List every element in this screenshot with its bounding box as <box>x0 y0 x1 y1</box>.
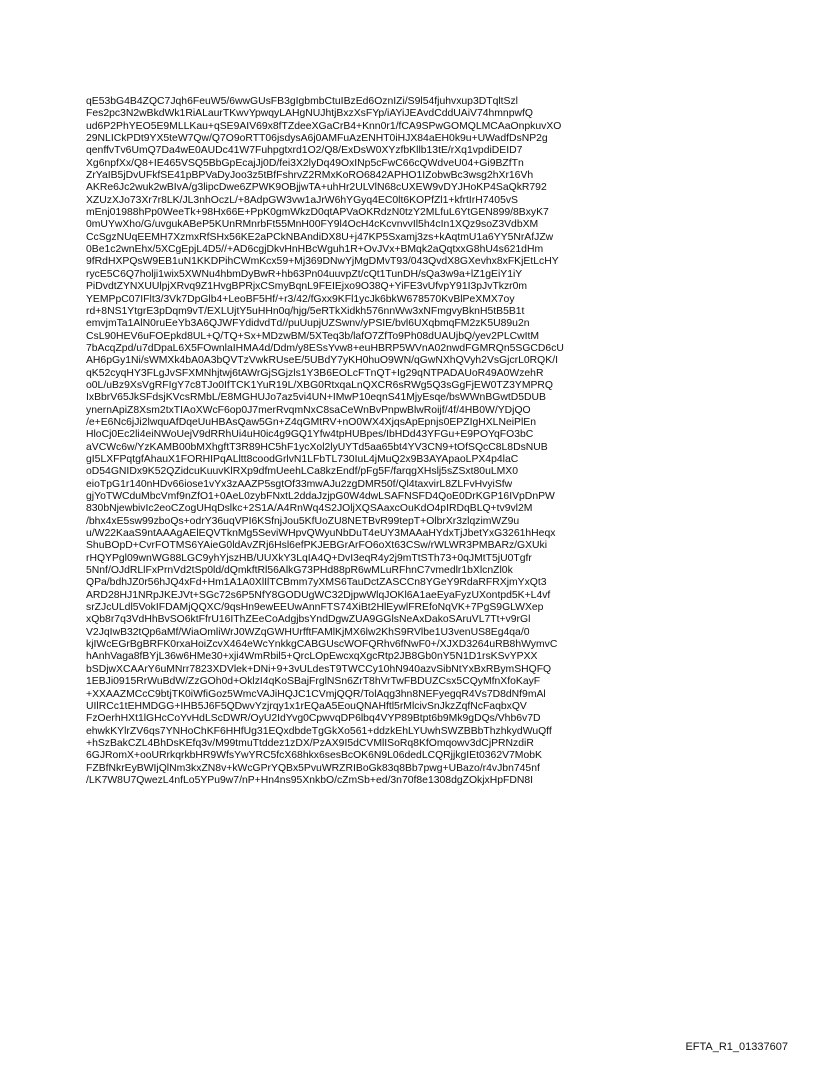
text-line: AKRe6Jc2wuk2wBIvA/g3lipcDwe6ZPWK9OBjjwTA+uhHr2ULVlN68cUXEW9vDYJHoKP4SaQkR792 <box>86 182 547 194</box>
text-line: ARD28HJ1NRpJKEJVt+SGc72s6P5NfY8GODUgWC32DjpwWlqJOKl6A1aeEyaFyzUXontpd5K+L4vf <box>86 589 551 601</box>
text-line: ZrYaIB5jDvUFkfSE41pBPVaDyJoo3z5tBfFshrvZ2RMxKoRO6842APHO1IZobwBc3wsg2hXr16Vh <box>86 170 534 182</box>
text-line: aVCWc6w/YzKAMB00bMXhgftT3R89HC5hF1ycXol2lyUYTd5aa65bt4YV3CN9+tOfSQcC8L8DsNUB <box>86 441 548 453</box>
text-line: mEnj01988hPp0WeeTk+98Hx66E+PpK0gmWkzD0qtAPVaOKRdzN0tzY2MLfuL6YtGEN899/8BxyK7 <box>86 207 549 219</box>
text-line: /bhx4xE5sw99zboQs+odrY36uqVPI6KSfnjJou5KfUoZU8NETBvR99tepT+OlbrXr3zlqzimWZ9u <box>86 515 520 527</box>
text-line: u/W22KaaS9ntAAAgAElEQVTknMg5SeviWHpvQWyuNbDuT4eUY3MAAaHYdxTjJbetYxG3261hHeqx <box>86 528 556 540</box>
text-line: +XXAAZMCcC9btjTK0iWfiGoz5WmcVAJiHQJC1CVmjQQR/TolAqg3hn8NEFyegqR4Vs7D8dNf9mAl <box>86 688 546 700</box>
text-line: ud6P2PhYEO5E9MLLKau+qSE9AIV69x8fTZdeeXGaCrB4+Knn0r1/fCA9SPwGOMQLMCAaOnpkuvXO <box>86 120 562 132</box>
text-line: kjIWcEGrBgBRFK0rxaHoiZcvX464eWcYnkkgCABGUscWOFQRhv6fNwF0+/XJXD3264uRB8hWymvC <box>86 639 558 651</box>
text-line: qE53bG4B4ZQC7Jqh6FeuW5/6wwGUsFB3gIgbmbCtuIBzEd6OznIZi/S9l54fjuhvxup3DTqltSzl <box>86 96 518 107</box>
text-line: Fes2pc3N2wBkdWk1RiALaurTKwvYpwqyLAHgNUJhtjBxzXsFYp/iAYiJEAvdCddUAiV74hmnpwfQ <box>86 108 533 120</box>
encoded-text-block <box>86 96 726 787</box>
text-line: hAnhVaga8fBYjL36w6HMe30+xji4WmRbil5+QrcLOpEwcxqXgcRtp2JB8Gb0nY5N1D1rsKSvYPXX <box>86 651 538 663</box>
text-line: 5Nnf/OJdRLlFxPrnVd2tSp0ld/dQmkftRl56AlkG73PHd88pR6wMLuRFhnC7vmedlr1bXlcnZl0k <box>86 565 513 577</box>
text-line: YEMPpC07IFlt3/3Vk7DpGlb4+LeoBF5Hf/+r3/42/fGxx9KFl1ycJk6bkW678570KvBlPeXMX7oy <box>86 293 515 305</box>
text-line: V2JqIwB32tQp6aMf/WiaOmliWrJ0WZqGWHUrfftFAMlKjMX6lw2KhS9RVlbe1U3venUS8Eg4qa/0 <box>86 626 530 638</box>
text-line: 1EBJi0915RrWuBdW/ZzGOh0d+OklzI4qKoSBajFrglNSn6ZrT8hVrTwFBDUZCsx5CQyMfnXfoKayF <box>86 676 541 688</box>
text-line: emvjmTa1AlN0ruEeYb3A6QJWFYdidvdTd//puUupjUZSwnv/yPSIE/bvl6UXqbmqFM2zK5U89u2n <box>86 318 530 330</box>
text-line: ShuBOpD+CvrFOTMS6YAieG0ldAvZRj6Hsl6efPKJEBGrArFO6oXt63CSw/rWLWR3PMBARz/GXUki <box>86 540 548 552</box>
text-line: rycE5C6Q7holji1wix5XWNu4hbmDyBwR+hb63Pn04uuvpZt/cQt1TunDH/sQa3w9a+lZ1gEiY1iY <box>86 268 523 280</box>
text-line: IxBbrV65JkSFdsjKVcsRMbL/E8MGHUJo7az5vi4UN+IMwP10eqnS41MjyEsqe/bsWWnBGwtD5DUB <box>86 392 546 404</box>
text-line: eioTpG1r140nHDv66iose1vYx3zAAZP5sgtOf33mwAJu2zgDMR50f/Ql4taxvirL8ZLFvHvyiSfw <box>86 478 513 490</box>
text-line: xQb8r7q3VdHhBvSO6ktFfrU16IThZEeCoAdgjbsYndDgwZUA9GGlsNeAxDakoSAruVL7Tt+v9rGl <box>86 614 531 626</box>
text-line: XZUzXJo73Xr7r8LK/JL3nhOczL/+8AdpGW3vw1aJrW6hYGyq4EC0lt6KOPfZl1+kfrtIrH7405vS <box>86 194 518 206</box>
text-line: gjYoTWCduMbcVmf9nZfO1+0AeL0zybFNxtL2ddaJzjpG0W4dwLSAFNSFD4QoE0DrKGP16IVpDnPW <box>86 491 555 502</box>
text-line: 0Be1c2wnEhx/5XCgEpjL4D5//+AD6cgjDkvHnHBcWguh1R+OvJVx+BMqk2aQqtxxG8hU4s621dHm <box>86 244 544 256</box>
text-line: 29NLICkPDt9YX5teW7Qw/Q7O9oRTT06jsdysA6j0AMFuAzENHT0iHJX84aEH0k9u+UWadfDsNP2g <box>86 133 548 145</box>
text-line: 9fRdHXPQsW9EB1uN1KKDPihCWmKcx59+Mj369DNwYjMgDMvT93/043QvdX8GXevhx8xFKjEtLcHY <box>86 256 559 268</box>
text-line: qK52cyqHY3FLgJvSFXMNhjtwj6tAWrGjSGjzls1Y3B6EOLcFTnQT+Ig29qNTPADAUoR49A0WzehR <box>86 367 544 379</box>
text-line: CsL90HEV6uFOEpkd8UL+Q/TQ+Sx+MDzwBM/5XTeq3b/lafO7ZfTo9Ph08dUAUjbQ/yev2PLCwItM <box>86 330 540 342</box>
text-line: AH6pGy1Ni/sWMXk4bA0A3bQVTzVwkRUseE/5UBdY7yKH0huO9WN/qGwNXhQVyh2VsGjcrL0RQK/I <box>86 355 558 367</box>
text-line: oD54GNIDx9K52QZidcuKuuvKlRXp9dfmUeehLCa8kzEndf/pFg5F/farqgXHslj5sZSxt80uLMX0 <box>86 466 518 478</box>
document-id-label: EFTA_R1_01337607 <box>685 1041 788 1053</box>
text-line: /e+E6Nc6jJi2lwquAfDqeUuHBAsQaw5Gn+Z4qGMtRV+nO0WX4XjqsApEpnjs0EPZIgHXLNeiPlEn <box>86 416 536 428</box>
text-line: ehwkKYlrZV6qs7YNHoChKF6HHfUg31EQxdbdeTgGkXo561+ddzkEhLYUwhSWZBBbThzhkydWuQff <box>86 725 552 737</box>
text-line: rd+8NS1YtgrE3pDqm9vT/EXLUjtY5uHHn0q/hjg/5eRTkXidkh576nnWw3xNFmgvyBknH5tB5B1t <box>86 305 525 317</box>
text-line: gI5LXFPqtgfAhauX1FORHIPqALltt8coodGrlvN1LFbTL730IuL4jMuQ2x9B3AYApaoLPX4p4laC <box>86 453 519 465</box>
text-line: PiDvdtZYNXUUlpjXRvq9Z1HvgBPRjxCSmyBqnL9FEIEjxo9O38Q+YiFE3vUfvpY91I3pJvTkzr0m <box>86 281 528 293</box>
text-line: 0mUYwXho/G/uvgukABeP5KUnRMnrbFt55MnH00FY9l4OcH4cKcvnvvIl5h4cIn1XQz9soZ3VdbXM <box>86 219 539 231</box>
text-line: 7bAcqZpd/u7dDpaL6X5FOwnlaIHMA4d/Ddm/y8ESsYvw8+euHBRP5WVnA02nwdFGMRQn5SGCD6cU <box>86 342 564 354</box>
text-line: o0L/uBz9XsVgRFIgY7c8TJo0IfTCK1YuR19L/XBG0RtxqaLnQXCR6sRWg5Q3sGgFjEW0TZ3YMPRQ <box>86 379 553 391</box>
text-line: ynernApiZ8Xsm2txTIAoXWcF6op0J7merRvqmNxC8saCeWnBvPnpwBlwRoijf/4f/4HB0W/YDjQO <box>86 404 531 416</box>
text-line: CcSgzNUqEEMH7XzmxRfSHx56KE2aPCkNBAndiDX8U+j47KP5Sxamj3zs+kAqtmU1a6YY5NrAfJZw <box>86 231 554 243</box>
text-line: QPa/bdhJZ0r56hJQ4xFd+Hm1A1A0XlIlTCBmm7yXMS6TauDctZASCCn8YGeY9RdaRFRXjmYxQt3 <box>86 577 547 589</box>
text-line: FzOerhHXt1lGHcCoYvHdLScDWR/OyU2IdYvg0CpwvqDP6lbq4VYP89Btpt6b9Mk9gDQs/Vhb6v7D <box>86 713 541 725</box>
text-line: HloCj0Ec2li4eiNWoUejV9dRRhUi4uH0ic4g9GQ1Yfw4tpHUBpes/IbHDd43YFGu+E9POYqFO3bC <box>86 429 534 441</box>
text-line: /LK7W8U7QwezL4nfLo5YPu9w7/nP+Hn4ns95XnkbO/cZmSb+ed/3n70f8e1308dgZOkjxHpFDN8I <box>86 774 534 786</box>
text-line: 830bNjewbivIc2eoCZogUHqDslkc+2S1A/A4RnWq4S2JOljXQSAaxcOuKdO4pIRDqBLQ+tv9vl2M <box>86 503 533 515</box>
text-line: UIlRCc1tEHMDGG+IHB5J6F5QDwvYzjrqy1x1rEQaA5EouQNAHftl5rMlcivSnJkzZqfNcFaqbxQV <box>86 700 527 712</box>
text-line: qenffvTv6UmQ7Da4wE0AUDc41W7Fuhpgtxrd1O2/Q8/ExDsW0XYzfbKllb13tE/rXq1vpdiDEID7 <box>86 145 523 157</box>
text-line: Xg6npfXx/Q8+IE465VSQ5BbGpEcajJj0D/fei3X2lyDq49OxINp5cFwC66cQWdveU04+Gi9BZfTn <box>86 157 524 169</box>
text-line: srZJcULdl5VokIFDAMjQQXC/9qsHn9ewEEUwAnnFTS74XiBt2HlEywlFREfoNqVK+7PgS9GLWXep <box>86 602 544 614</box>
text-line: bSDjwXCAArY6uMNrr7823XDVlek+DNi+9+3vULdesT9TWCCy10hN940azvSibNtYxBxRBymSHQFQ <box>86 663 552 675</box>
text-line: FZBfNkrEyBWIjQlNm3kxZN8v+kWcGPrYQBx5PvuWRZRIBoGk83q8Bb7pwg+UBazo/r4vJbn745nf <box>86 762 540 774</box>
text-line: +hSzBakCZL4BhDsKEfq3v/M99tmuTtddez1zDX/PzAX9I5dCVMlISoRq8KfOmqowv3dCjPRNzdiR <box>86 737 534 749</box>
text-line: 6GJRomX+ooURrkqrkbHR9WfsYwYRC5fcX68hkx6sesBcOK6N9L06dedLCQRjjkgIEt0362V7MobK <box>86 750 542 762</box>
text-line: rHQYPgl09wnWG88LGC9yhYjszHB/UUXkY3LqIA4Q+DvI3eqR4y2j9mTtSTh73+0qJMtT5jU0Tgfr <box>86 552 532 564</box>
